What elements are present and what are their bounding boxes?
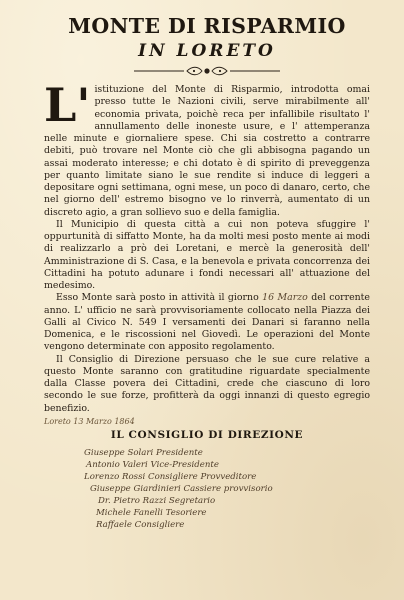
paragraph-2: Il Municipio di questa città a cui non poteva sfuggire l' oppurtunità di siffatto Monte, ha da molti mesi posto mente ai modi di realizzarlo a prò dei Loretani, e mercè la generosità dell' Amministrazione di S. Casa, e la benevola e privata concorrenza dei Cittadini ha potuto adunare i fondi necessari all' attuazione del medesimo. [44,218,370,291]
paragraph-3 [44,292,370,353]
paragraph-4: Il Consiglio di Direzione persuaso che le sue cure relative a questo Monte saranno con gratitudine riguardate specialmente dalla Classe povera dei Cittadini, crede che ciascuno di loro secondo le sue forze, profitterà da oggi innanzi di questo egregio benefizio. [44,353,370,414]
document-subtitle: IN LORETO [138,41,276,61]
ornament-icon [132,65,282,77]
signature: Michele Fanelli Tesoriere [96,507,207,518]
signature: Raffaele Consigliere [96,519,185,530]
paragraph-1 [44,78,370,219]
signature: Antonio Valeri Vice-Presidente [86,459,219,470]
signature: Dr. Pietro Razzi Segretario [98,495,216,506]
document-title: MONTE DI RISPARMIO [68,14,346,38]
signature: Lorenzo Rossi Consigliere Provveditore [84,471,257,482]
notice-body [44,78,370,415]
paragraph-3-end: del corrente anno. L' ufficio ne sarà provvisoriamente collocato nella Piazza dei Galli al Civico N. 549 I versamenti dei Danari si faranno nella Domenica, e le riscossioni nel Giovedì. Le operazioni del Monte vengono determinate con apposito regolamento. [44,292,370,353]
paragraph-1-text: istituzione del Monte di Risparmio, introdotta omai presso tutte le Nazioni civili, serve mirabilmente all' economia privata, poichè reca per infallibile risultato l' annullamento delle inoneste usure, e l' attemperanza nelle minute e giornaliere spese. Chi sia costretto a contrarre debiti, può trovare nel Monte ciò che gli abbisogna pagando un assai moderato interesse; e chi dotato è di spirito di preveggenza per quanto limitate siano le sue rendite si induce di leggeri a depositare ogni settimana, ogni mese, un poco di danaro, certo, che nel giorno dell' estremo bisogno ve lo rinverrà, aumentato di un discreto agio, a gran sollievo suo e della famiglia. [44,84,370,218]
council-heading: IL CONSIGLIO DI DIREZIONE [110,428,304,441]
signature: Giuseppe Giardinieri Cassiere provvisorio [90,483,273,494]
signature-list [44,447,370,531]
signature: Giuseppe Solari Presidente [84,447,203,458]
paragraph-3-start: Esso Monte sarà posto in attività il giorno [56,292,259,304]
ornament-divider [44,64,370,78]
handwritten-place-date: Loreto 13 Marzo 1864 [44,416,135,426]
handwritten-date: 16 Marzo [262,292,308,304]
drop-cap: L' [44,78,91,132]
